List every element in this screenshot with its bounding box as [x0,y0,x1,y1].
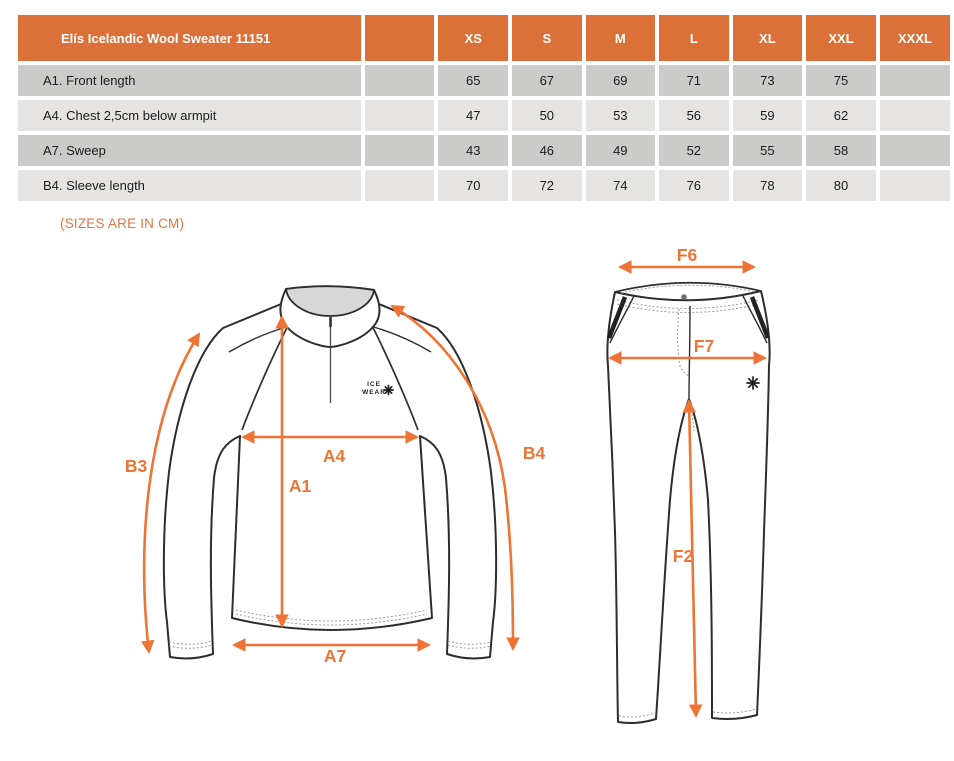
sizes-note: (SIZES ARE IN CM) [60,216,185,231]
measurement-value-cell: 75 [806,65,876,96]
snowflake-icon [747,377,759,389]
measurement-value-cell: 50 [512,100,582,131]
row-spacer-cell [365,170,434,201]
measurement-value-cell: 67 [512,65,582,96]
size-column-header-xs: XS [438,15,508,61]
size-column-header-xxxl: XXXL [880,15,950,61]
measurement-value-cell: 74 [586,170,656,201]
size-header-row [18,15,950,61]
empty-value-cell [880,170,950,201]
measurement-label-a4: A4 [322,446,346,466]
size-column-header-xxl: XXL [806,15,876,61]
measurement-label-cell: A7. Sweep [18,135,361,166]
measurement-row-b4 [18,170,950,201]
size-chart-table [14,11,954,205]
measurement-label-f6: F6 [676,245,698,265]
waist-button [681,294,687,300]
waistband [615,283,761,292]
empty-value-cell [880,65,950,96]
row-spacer-cell [365,65,434,96]
table-title: Elís Icelandic Wool Sweater 11151 [18,15,361,61]
measurement-value-cell: 65 [438,65,508,96]
logo-snowflake-icon [384,386,393,395]
sweater-diagram [125,286,546,666]
measurement-value-cell: 80 [806,170,876,201]
measurement-value-cell: 73 [733,65,803,96]
measurement-row-a7 [18,135,950,166]
measurement-value-cell: 47 [438,100,508,131]
measurement-label-a1: A1 [288,476,312,496]
measurement-label-a7: A7 [323,646,347,666]
empty-value-cell [880,100,950,131]
measurement-value-cell: 62 [806,100,876,131]
measurement-value-cell: 53 [586,100,656,131]
header-spacer-cell [365,15,434,61]
measurement-label-f7: F7 [693,336,715,356]
measurement-value-cell: 43 [438,135,508,166]
measurement-value-cell: 52 [659,135,729,166]
measurement-value-cell: 72 [512,170,582,201]
measurement-label-cell: A1. Front length [18,65,361,96]
measurement-label-cell: A4. Chest 2,5cm below armpit [18,100,361,131]
measurement-value-cell: 55 [733,135,803,166]
pants-diagram [607,245,769,723]
row-spacer-cell [365,100,434,131]
measurement-label-f2: F2 [672,546,694,566]
logo-text-ice: ICE [367,381,381,388]
logo-text-wear: WEAR [362,389,386,396]
measurement-row-a1 [18,65,950,96]
measurement-value-cell: 69 [586,65,656,96]
size-column-header-m: M [586,15,656,61]
measurement-value-cell: 58 [806,135,876,166]
measurement-value-cell: 46 [512,135,582,166]
measurement-value-cell: 76 [659,170,729,201]
measurement-label-cell: B4. Sleeve length [18,170,361,201]
size-column-header-xl: XL [733,15,803,61]
measurement-value-cell: 70 [438,170,508,201]
size-column-header-l: L [659,15,729,61]
measurement-label-b4: B4 [522,443,546,463]
measurement-value-cell: 56 [659,100,729,131]
empty-value-cell [880,135,950,166]
measurement-diagram [0,240,954,756]
measurement-row-a4 [18,100,950,131]
measurement-value-cell: 78 [733,170,803,201]
row-spacer-cell [365,135,434,166]
measurement-value-cell: 59 [733,100,803,131]
size-column-header-s: S [512,15,582,61]
measurement-value-cell: 71 [659,65,729,96]
measurement-label-b3: B3 [124,456,148,476]
pants-outline [607,291,769,723]
measurement-value-cell: 49 [586,135,656,166]
